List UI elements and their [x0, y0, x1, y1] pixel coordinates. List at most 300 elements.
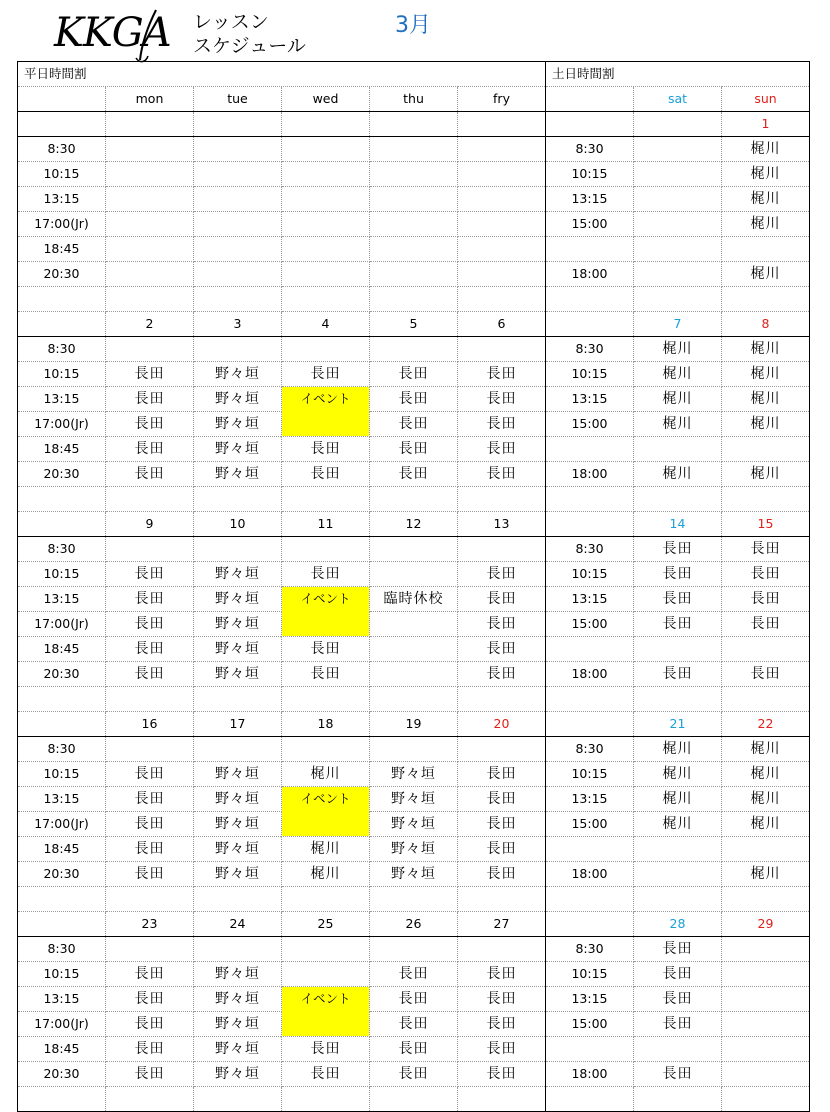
- date-cell: 12: [370, 512, 458, 537]
- blank-cell: [282, 487, 370, 512]
- empty-cell: [722, 837, 810, 862]
- instructor-cell: 野々垣: [194, 1012, 282, 1037]
- day-name-sun: sun: [722, 87, 810, 112]
- instructor-cell: 長田: [458, 787, 546, 812]
- date-cell-saturday: 7: [634, 312, 722, 337]
- empty-cell: [194, 537, 282, 562]
- time-slot-row: [18, 737, 810, 762]
- weekday-time: 10:15: [18, 562, 106, 587]
- instructor-cell-sunday: 梶川: [722, 412, 810, 437]
- date-cell: 26: [370, 912, 458, 937]
- instructor-cell: 長田: [458, 662, 546, 687]
- date-row: [18, 312, 810, 337]
- instructor-cell: 長田: [458, 962, 546, 987]
- empty-cell: [722, 1037, 810, 1062]
- instructor-cell: 長田: [106, 387, 194, 412]
- weekday-time: 18:45: [18, 437, 106, 462]
- empty-cell: [370, 562, 458, 587]
- blank-cell: [18, 887, 106, 912]
- weekday-time: 20:30: [18, 462, 106, 487]
- weekend-time: 13:15: [546, 187, 634, 212]
- blank-cell: [634, 687, 722, 712]
- instructor-cell-sunday: 梶川: [722, 262, 810, 287]
- spacer-row: [18, 687, 810, 712]
- weekend-time: 8:30: [546, 737, 634, 762]
- empty-cell: [194, 237, 282, 262]
- weekend-time: [546, 237, 634, 262]
- blank-cell: [458, 687, 546, 712]
- instructor-cell: 梶川: [282, 862, 370, 887]
- instructor-cell-saturday: 梶川: [634, 337, 722, 362]
- section-title-row: [18, 62, 810, 87]
- instructor-cell-saturday: 梶川: [634, 412, 722, 437]
- blank-cell: [722, 1087, 810, 1112]
- empty-cell: [722, 987, 810, 1012]
- empty-cell: [106, 162, 194, 187]
- date-cell: 2: [106, 312, 194, 337]
- weekday-time: 8:30: [18, 937, 106, 962]
- instructor-cell: 長田: [458, 562, 546, 587]
- empty-cell: [634, 187, 722, 212]
- empty-cell: [634, 237, 722, 262]
- weekend-time: 15:00: [546, 412, 634, 437]
- instructor-cell: 臨時休校: [370, 587, 458, 612]
- weekday-time: 10:15: [18, 162, 106, 187]
- blank-cell: [194, 287, 282, 312]
- instructor-cell: 長田: [106, 662, 194, 687]
- empty-cell: [282, 187, 370, 212]
- date-cell: 6: [458, 312, 546, 337]
- blank-cell: [370, 887, 458, 912]
- instructor-cell: 野々垣: [194, 562, 282, 587]
- instructor-cell-sunday: 梶川: [722, 787, 810, 812]
- weekday-section-title: 平日時間割: [18, 62, 546, 87]
- weekend-time: [546, 637, 634, 662]
- instructor-cell: 長田: [458, 812, 546, 837]
- date-row: [18, 512, 810, 537]
- instructor-cell-sunday: 梶川: [722, 137, 810, 162]
- weekday-time: 8:30: [18, 337, 106, 362]
- blank-cell: [282, 1087, 370, 1112]
- weekday-time: 13:15: [18, 987, 106, 1012]
- instructor-cell: 野々垣: [370, 762, 458, 787]
- empty-cell: [106, 212, 194, 237]
- blank-cell: [194, 1087, 282, 1112]
- empty-cell: [370, 737, 458, 762]
- time-slot-row: [18, 187, 810, 212]
- instructor-cell: 長田: [458, 987, 546, 1012]
- blank-cell: [370, 1087, 458, 1112]
- empty-cell: [458, 737, 546, 762]
- blank-cell: [458, 1087, 546, 1112]
- time-slot-row: [18, 937, 810, 962]
- instructor-cell: 長田: [370, 1037, 458, 1062]
- empty-cell: [722, 1062, 810, 1087]
- weekend-time: [546, 1037, 634, 1062]
- instructor-cell-saturday: 梶川: [634, 762, 722, 787]
- date-cell: [106, 112, 194, 137]
- instructor-cell-saturday: 梶川: [634, 462, 722, 487]
- instructor-cell-saturday: 梶川: [634, 787, 722, 812]
- weekend-time: 13:15: [546, 587, 634, 612]
- blank-cell: [458, 487, 546, 512]
- date-cell: 9: [106, 512, 194, 537]
- instructor-cell: 長田: [106, 1012, 194, 1037]
- weekday-time: 20:30: [18, 862, 106, 887]
- weekday-time: 20:30: [18, 1062, 106, 1087]
- instructor-cell: 野々垣: [194, 412, 282, 437]
- instructor-cell: 長田: [106, 762, 194, 787]
- day-name-thu: thu: [370, 87, 458, 112]
- weekend-time: 10:15: [546, 162, 634, 187]
- page-header: [0, 0, 830, 62]
- instructor-cell: 長田: [458, 387, 546, 412]
- weekday-time: 8:30: [18, 737, 106, 762]
- instructor-cell: 長田: [106, 587, 194, 612]
- instructor-cell-saturday: 長田: [634, 537, 722, 562]
- empty-cell: [458, 187, 546, 212]
- event-cell: イベント: [282, 787, 370, 837]
- weekday-time: 17:00(Jr): [18, 212, 106, 237]
- instructor-cell-saturday: 長田: [634, 1012, 722, 1037]
- day-name-mon: mon: [106, 87, 194, 112]
- weekday-time: 20:30: [18, 262, 106, 287]
- instructor-cell-saturday: 梶川: [634, 737, 722, 762]
- empty-cell: [106, 337, 194, 362]
- date-cell: 24: [194, 912, 282, 937]
- instructor-cell-sunday: 梶川: [722, 812, 810, 837]
- empty-cell: [370, 937, 458, 962]
- empty-cell: [722, 937, 810, 962]
- instructor-cell: 野々垣: [194, 437, 282, 462]
- time-slot-row: [18, 387, 810, 412]
- empty-cell: [458, 212, 546, 237]
- empty-cell: [634, 862, 722, 887]
- blank-cell: [458, 287, 546, 312]
- weekend-time: 18:00: [546, 662, 634, 687]
- date-cell: 20: [458, 712, 546, 737]
- instructor-cell-sunday: 梶川: [722, 187, 810, 212]
- instructor-cell: 野々垣: [370, 812, 458, 837]
- instructor-cell: 野々垣: [194, 587, 282, 612]
- blank-cell: [18, 287, 106, 312]
- instructor-cell: 長田: [282, 562, 370, 587]
- empty-cell: [282, 237, 370, 262]
- instructor-cell-sunday: 梶川: [722, 737, 810, 762]
- date-cell: [458, 112, 546, 137]
- date-cell: [370, 112, 458, 137]
- blank-cell: [546, 287, 634, 312]
- instructor-cell-sunday: 梶川: [722, 362, 810, 387]
- weekday-time: 20:30: [18, 662, 106, 687]
- date-cell: 3: [194, 312, 282, 337]
- event-cell: イベント: [282, 387, 370, 437]
- instructor-cell: 野々垣: [194, 787, 282, 812]
- blank-cell: [546, 1087, 634, 1112]
- blank-cell: [634, 287, 722, 312]
- time-slot-row: [18, 787, 810, 812]
- instructor-cell-sunday: 梶川: [722, 387, 810, 412]
- weekday-time: 13:15: [18, 787, 106, 812]
- day-name-wed: wed: [282, 87, 370, 112]
- blank-cell: [282, 287, 370, 312]
- weekday-time: 18:45: [18, 637, 106, 662]
- date-cell-saturday: 21: [634, 712, 722, 737]
- instructor-cell: 長田: [458, 862, 546, 887]
- weekend-time: 10:15: [546, 562, 634, 587]
- blank-cell: [282, 887, 370, 912]
- instructor-cell: 長田: [282, 1037, 370, 1062]
- empty-cell: [634, 162, 722, 187]
- instructor-cell-saturday: 梶川: [634, 812, 722, 837]
- instructor-cell: 長田: [458, 362, 546, 387]
- time-slot-row: [18, 1037, 810, 1062]
- instructor-cell: 長田: [106, 787, 194, 812]
- blank-cell: [370, 687, 458, 712]
- instructor-cell: 長田: [458, 762, 546, 787]
- instructor-cell: 野々垣: [194, 462, 282, 487]
- blank-cell: [458, 887, 546, 912]
- empty-cell: [282, 212, 370, 237]
- blank-cell: [18, 1087, 106, 1112]
- weekday-time: 10:15: [18, 362, 106, 387]
- time-slot-row: [18, 262, 810, 287]
- weekend-time: 8:30: [546, 137, 634, 162]
- empty-cell: [370, 212, 458, 237]
- empty-cell: [634, 437, 722, 462]
- empty-cell: [370, 637, 458, 662]
- empty-cell: [282, 337, 370, 362]
- instructor-cell: 野々垣: [370, 837, 458, 862]
- instructor-cell-sunday: 長田: [722, 662, 810, 687]
- date-row: [18, 112, 810, 137]
- empty-cell: [194, 737, 282, 762]
- weekend-time: [546, 437, 634, 462]
- logo-text: KKGA: [54, 10, 171, 56]
- weekday-time: 18:45: [18, 237, 106, 262]
- time-slot-row: [18, 137, 810, 162]
- blank-cell: [106, 487, 194, 512]
- instructor-cell-saturday: 長田: [634, 612, 722, 637]
- instructor-cell: 長田: [282, 362, 370, 387]
- event-cell: イベント: [282, 587, 370, 637]
- instructor-cell: 長田: [458, 837, 546, 862]
- instructor-cell-sunday: 梶川: [722, 212, 810, 237]
- weekend-time: [546, 837, 634, 862]
- day-name-sat: sat: [634, 87, 722, 112]
- time-slot-row: [18, 612, 810, 637]
- weekend-time: 8:30: [546, 337, 634, 362]
- empty-cell: [106, 537, 194, 562]
- instructor-cell: 梶川: [282, 837, 370, 862]
- date-cell-sunday: 1: [722, 112, 810, 137]
- blank-cell: [546, 112, 634, 137]
- blank-cell: [546, 87, 634, 112]
- weekday-time: 10:15: [18, 762, 106, 787]
- instructor-cell: 長田: [458, 1062, 546, 1087]
- blank-cell: [18, 512, 106, 537]
- empty-cell: [106, 137, 194, 162]
- month-label: 3月: [395, 13, 431, 38]
- instructor-cell-saturday: 梶川: [634, 362, 722, 387]
- weekend-time: 18:00: [546, 1062, 634, 1087]
- day-name-fry: fry: [458, 87, 546, 112]
- instructor-cell-sunday: 梶川: [722, 162, 810, 187]
- instructor-cell: 野々垣: [194, 812, 282, 837]
- instructor-cell-saturday: 長田: [634, 962, 722, 987]
- empty-cell: [722, 637, 810, 662]
- empty-cell: [458, 162, 546, 187]
- lesson-schedule-title: [193, 10, 306, 58]
- empty-cell: [106, 262, 194, 287]
- weekend-time: 18:00: [546, 262, 634, 287]
- blank-cell: [106, 1087, 194, 1112]
- instructor-cell: 長田: [106, 1037, 194, 1062]
- date-row: [18, 912, 810, 937]
- instructor-cell: 長田: [106, 412, 194, 437]
- instructor-cell: 長田: [282, 437, 370, 462]
- blank-cell: [106, 687, 194, 712]
- empty-cell: [458, 937, 546, 962]
- time-slot-row: [18, 162, 810, 187]
- instructor-cell: 野々垣: [194, 762, 282, 787]
- weekday-time: 13:15: [18, 387, 106, 412]
- time-slot-row: [18, 662, 810, 687]
- weekday-time: 13:15: [18, 187, 106, 212]
- weekday-time: 17:00(Jr): [18, 412, 106, 437]
- instructor-cell: 梶川: [282, 762, 370, 787]
- weekday-time: 8:30: [18, 137, 106, 162]
- date-cell: 17: [194, 712, 282, 737]
- instructor-cell-saturday: 長田: [634, 937, 722, 962]
- empty-cell: [282, 137, 370, 162]
- blank-cell: [18, 87, 106, 112]
- time-slot-row: [18, 587, 810, 612]
- weekend-time: 15:00: [546, 1012, 634, 1037]
- weekday-time: 17:00(Jr): [18, 612, 106, 637]
- instructor-cell-saturday: 梶川: [634, 387, 722, 412]
- blank-cell: [634, 1087, 722, 1112]
- blank-cell: [634, 487, 722, 512]
- blank-cell: [194, 887, 282, 912]
- blank-cell: [634, 887, 722, 912]
- blank-cell: [194, 487, 282, 512]
- weekend-section-title: 土日時間割: [546, 62, 810, 87]
- instructor-cell: 長田: [458, 1012, 546, 1037]
- empty-cell: [106, 937, 194, 962]
- instructor-cell: 長田: [458, 462, 546, 487]
- date-cell-sunday: 22: [722, 712, 810, 737]
- weekday-time: 10:15: [18, 962, 106, 987]
- date-cell: 10: [194, 512, 282, 537]
- instructor-cell: 長田: [458, 437, 546, 462]
- time-slot-row: [18, 437, 810, 462]
- blank-cell: [546, 712, 634, 737]
- time-slot-row: [18, 987, 810, 1012]
- empty-cell: [370, 662, 458, 687]
- empty-cell: [370, 262, 458, 287]
- instructor-cell: 長田: [458, 637, 546, 662]
- instructor-cell-saturday: 長田: [634, 662, 722, 687]
- blank-cell: [722, 287, 810, 312]
- day-name-tue: tue: [194, 87, 282, 112]
- instructor-cell: 野々垣: [194, 837, 282, 862]
- empty-cell: [370, 537, 458, 562]
- empty-cell: [370, 337, 458, 362]
- blank-cell: [18, 912, 106, 937]
- instructor-cell-sunday: 梶川: [722, 337, 810, 362]
- instructor-cell: 野々垣: [370, 787, 458, 812]
- instructor-cell: 長田: [282, 637, 370, 662]
- event-cell: イベント: [282, 987, 370, 1037]
- blank-cell: [546, 887, 634, 912]
- time-slot-row: [18, 562, 810, 587]
- date-cell: [282, 112, 370, 137]
- empty-cell: [634, 137, 722, 162]
- instructor-cell-saturday: 長田: [634, 1062, 722, 1087]
- day-name-row: [18, 87, 810, 112]
- spacer-row: [18, 287, 810, 312]
- empty-cell: [194, 212, 282, 237]
- empty-cell: [194, 187, 282, 212]
- blank-cell: [18, 687, 106, 712]
- time-slot-row: [18, 212, 810, 237]
- instructor-cell: 長田: [458, 612, 546, 637]
- date-cell-sunday: 15: [722, 512, 810, 537]
- instructor-cell: 長田: [458, 587, 546, 612]
- instructor-cell: 長田: [106, 637, 194, 662]
- weekday-time: 18:45: [18, 837, 106, 862]
- date-cell: 5: [370, 312, 458, 337]
- weekday-time: 13:15: [18, 587, 106, 612]
- instructor-cell: 野々垣: [194, 662, 282, 687]
- date-cell-saturday: [634, 112, 722, 137]
- weekend-time: 10:15: [546, 962, 634, 987]
- blank-cell: [722, 487, 810, 512]
- empty-cell: [282, 962, 370, 987]
- empty-cell: [194, 937, 282, 962]
- blank-cell: [722, 887, 810, 912]
- instructor-cell-sunday: 長田: [722, 562, 810, 587]
- instructor-cell-sunday: 長田: [722, 587, 810, 612]
- weekend-time: 8:30: [546, 937, 634, 962]
- empty-cell: [106, 737, 194, 762]
- empty-cell: [282, 737, 370, 762]
- instructor-cell: 長田: [458, 1037, 546, 1062]
- instructor-cell: 野々垣: [370, 862, 458, 887]
- spacer-row: [18, 887, 810, 912]
- weekend-time: 10:15: [546, 762, 634, 787]
- instructor-cell: 長田: [370, 1062, 458, 1087]
- time-slot-row: [18, 462, 810, 487]
- blank-cell: [18, 712, 106, 737]
- instructor-cell-sunday: 梶川: [722, 762, 810, 787]
- empty-cell: [370, 187, 458, 212]
- blank-cell: [106, 887, 194, 912]
- blank-cell: [722, 687, 810, 712]
- instructor-cell: 野々垣: [194, 862, 282, 887]
- time-slot-row: [18, 362, 810, 387]
- empty-cell: [282, 537, 370, 562]
- date-row: [18, 712, 810, 737]
- empty-cell: [370, 162, 458, 187]
- empty-cell: [106, 187, 194, 212]
- time-slot-row: [18, 412, 810, 437]
- date-cell: 27: [458, 912, 546, 937]
- time-slot-row: [18, 837, 810, 862]
- date-cell-saturday: 14: [634, 512, 722, 537]
- empty-cell: [634, 637, 722, 662]
